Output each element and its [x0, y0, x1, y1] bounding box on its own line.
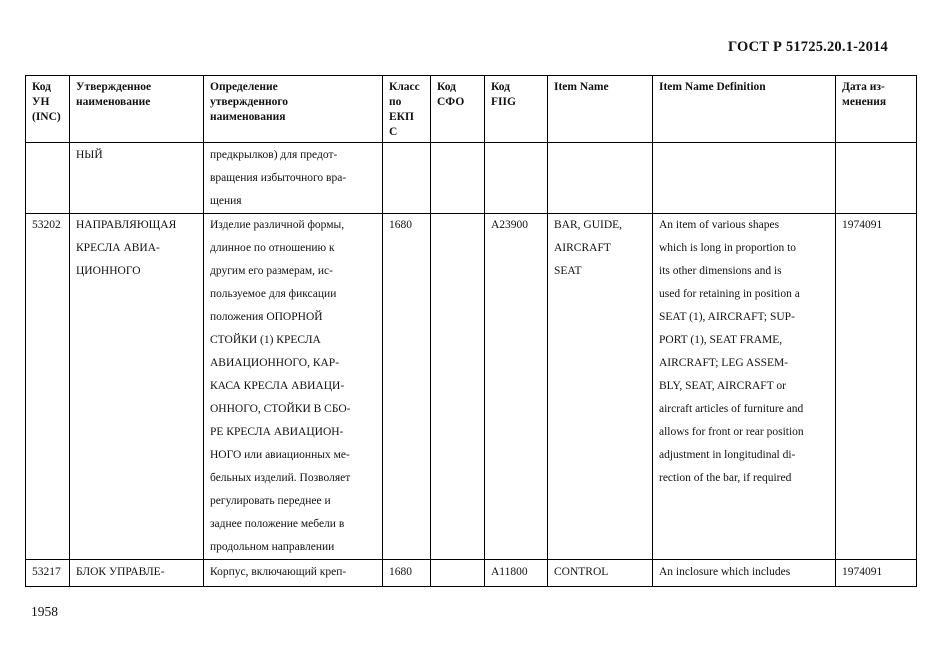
- table-row-continuation: [26, 143, 917, 214]
- cell-inc: 53217: [26, 560, 70, 587]
- col-header-sfo-code: Код СФО: [431, 76, 485, 143]
- cell-approved-name: НАПРАВЛЯЮЩАЯ КРЕСЛА АВИА- ЦИОННОГО: [70, 214, 204, 560]
- table-row: [26, 214, 917, 560]
- cell-item-name-definition: An inclosure which includes: [653, 560, 836, 587]
- cell-item-name: [548, 143, 653, 214]
- cell-definition: Корпус, включающий креп-: [204, 560, 383, 587]
- cell-sfo-code: [431, 560, 485, 587]
- col-header-inc: Код УН (INC): [26, 76, 70, 143]
- col-header-definition: Определение утвержденного наименования: [204, 76, 383, 143]
- cell-item-name: CONTROL: [548, 560, 653, 587]
- col-header-item-name-definition: Item Name Definition: [653, 76, 836, 143]
- cell-definition: Изделие различной формы, длинное по отношению к другим его размерам, ис- пользуемое для фиксации положения ОПОРНОЙ СТОЙКИ (1) КРЕСЛА АВИАЦИОННОГО, КАР- КАСА КРЕСЛА АВИАЦИ- ОННОГО, СТОЙКИ В СБО- РЕ КРЕСЛА АВИАЦИОН- НОГО или авиационных ме- бельных изделий. Позволяет регулировать переднее и заднее положение мебели в продольном направлении: [204, 214, 383, 560]
- cell-approved-name: НЫЙ: [70, 143, 204, 214]
- col-header-item-name: Item Name: [548, 76, 653, 143]
- cell-approved-name: БЛОК УПРАВЛЕ-: [70, 560, 204, 587]
- cell-item-name-definition: An item of various shapes which is long in proportion to its other dimensions and is used for retaining in position a SEAT (1), AIRCRAFT; SUP- PORT (1), SEAT FRAME, AIRCRAFT; LEG ASSEM- BLY, SEAT, AIRCRAFT or aircraft articles of furniture and allows for front or rear position adjustment in longitudinal di- rection of the bar, if required: [653, 214, 836, 560]
- table-header-row: [26, 76, 917, 143]
- cell-fiig-code: A23900: [485, 214, 548, 560]
- catalog-table: [25, 75, 917, 587]
- table-row: [26, 560, 917, 587]
- col-header-change-date: Дата из- менения: [836, 76, 917, 143]
- cell-item-name: BAR, GUIDE, AIRCRAFT SEAT: [548, 214, 653, 560]
- cell-definition: предкрылков) для предот- вращения избыточного вра- щения: [204, 143, 383, 214]
- page-number: 1958: [31, 604, 58, 619]
- cell-item-name-definition: [653, 143, 836, 214]
- cell-ekps-class: 1680: [383, 214, 431, 560]
- cell-inc: 53202: [26, 214, 70, 560]
- cell-sfo-code: [431, 143, 485, 214]
- col-header-fiig-code: Код FIIG: [485, 76, 548, 143]
- col-header-approved-name: Утвержденное наименование: [70, 76, 204, 143]
- cell-change-date: 1974091: [836, 214, 917, 560]
- cell-fiig-code: A11800: [485, 560, 548, 587]
- cell-fiig-code: [485, 143, 548, 214]
- standard-header: ГОСТ Р 51725.20.1-2014: [727, 39, 888, 55]
- col-header-ekps-class: Класс по ЕКП С: [383, 76, 431, 143]
- cell-change-date: 1974091: [836, 560, 917, 587]
- cell-sfo-code: [431, 214, 485, 560]
- cell-inc: [26, 143, 70, 214]
- cell-ekps-class: [383, 143, 431, 214]
- cell-change-date: [836, 143, 917, 214]
- cell-ekps-class: 1680: [383, 560, 431, 587]
